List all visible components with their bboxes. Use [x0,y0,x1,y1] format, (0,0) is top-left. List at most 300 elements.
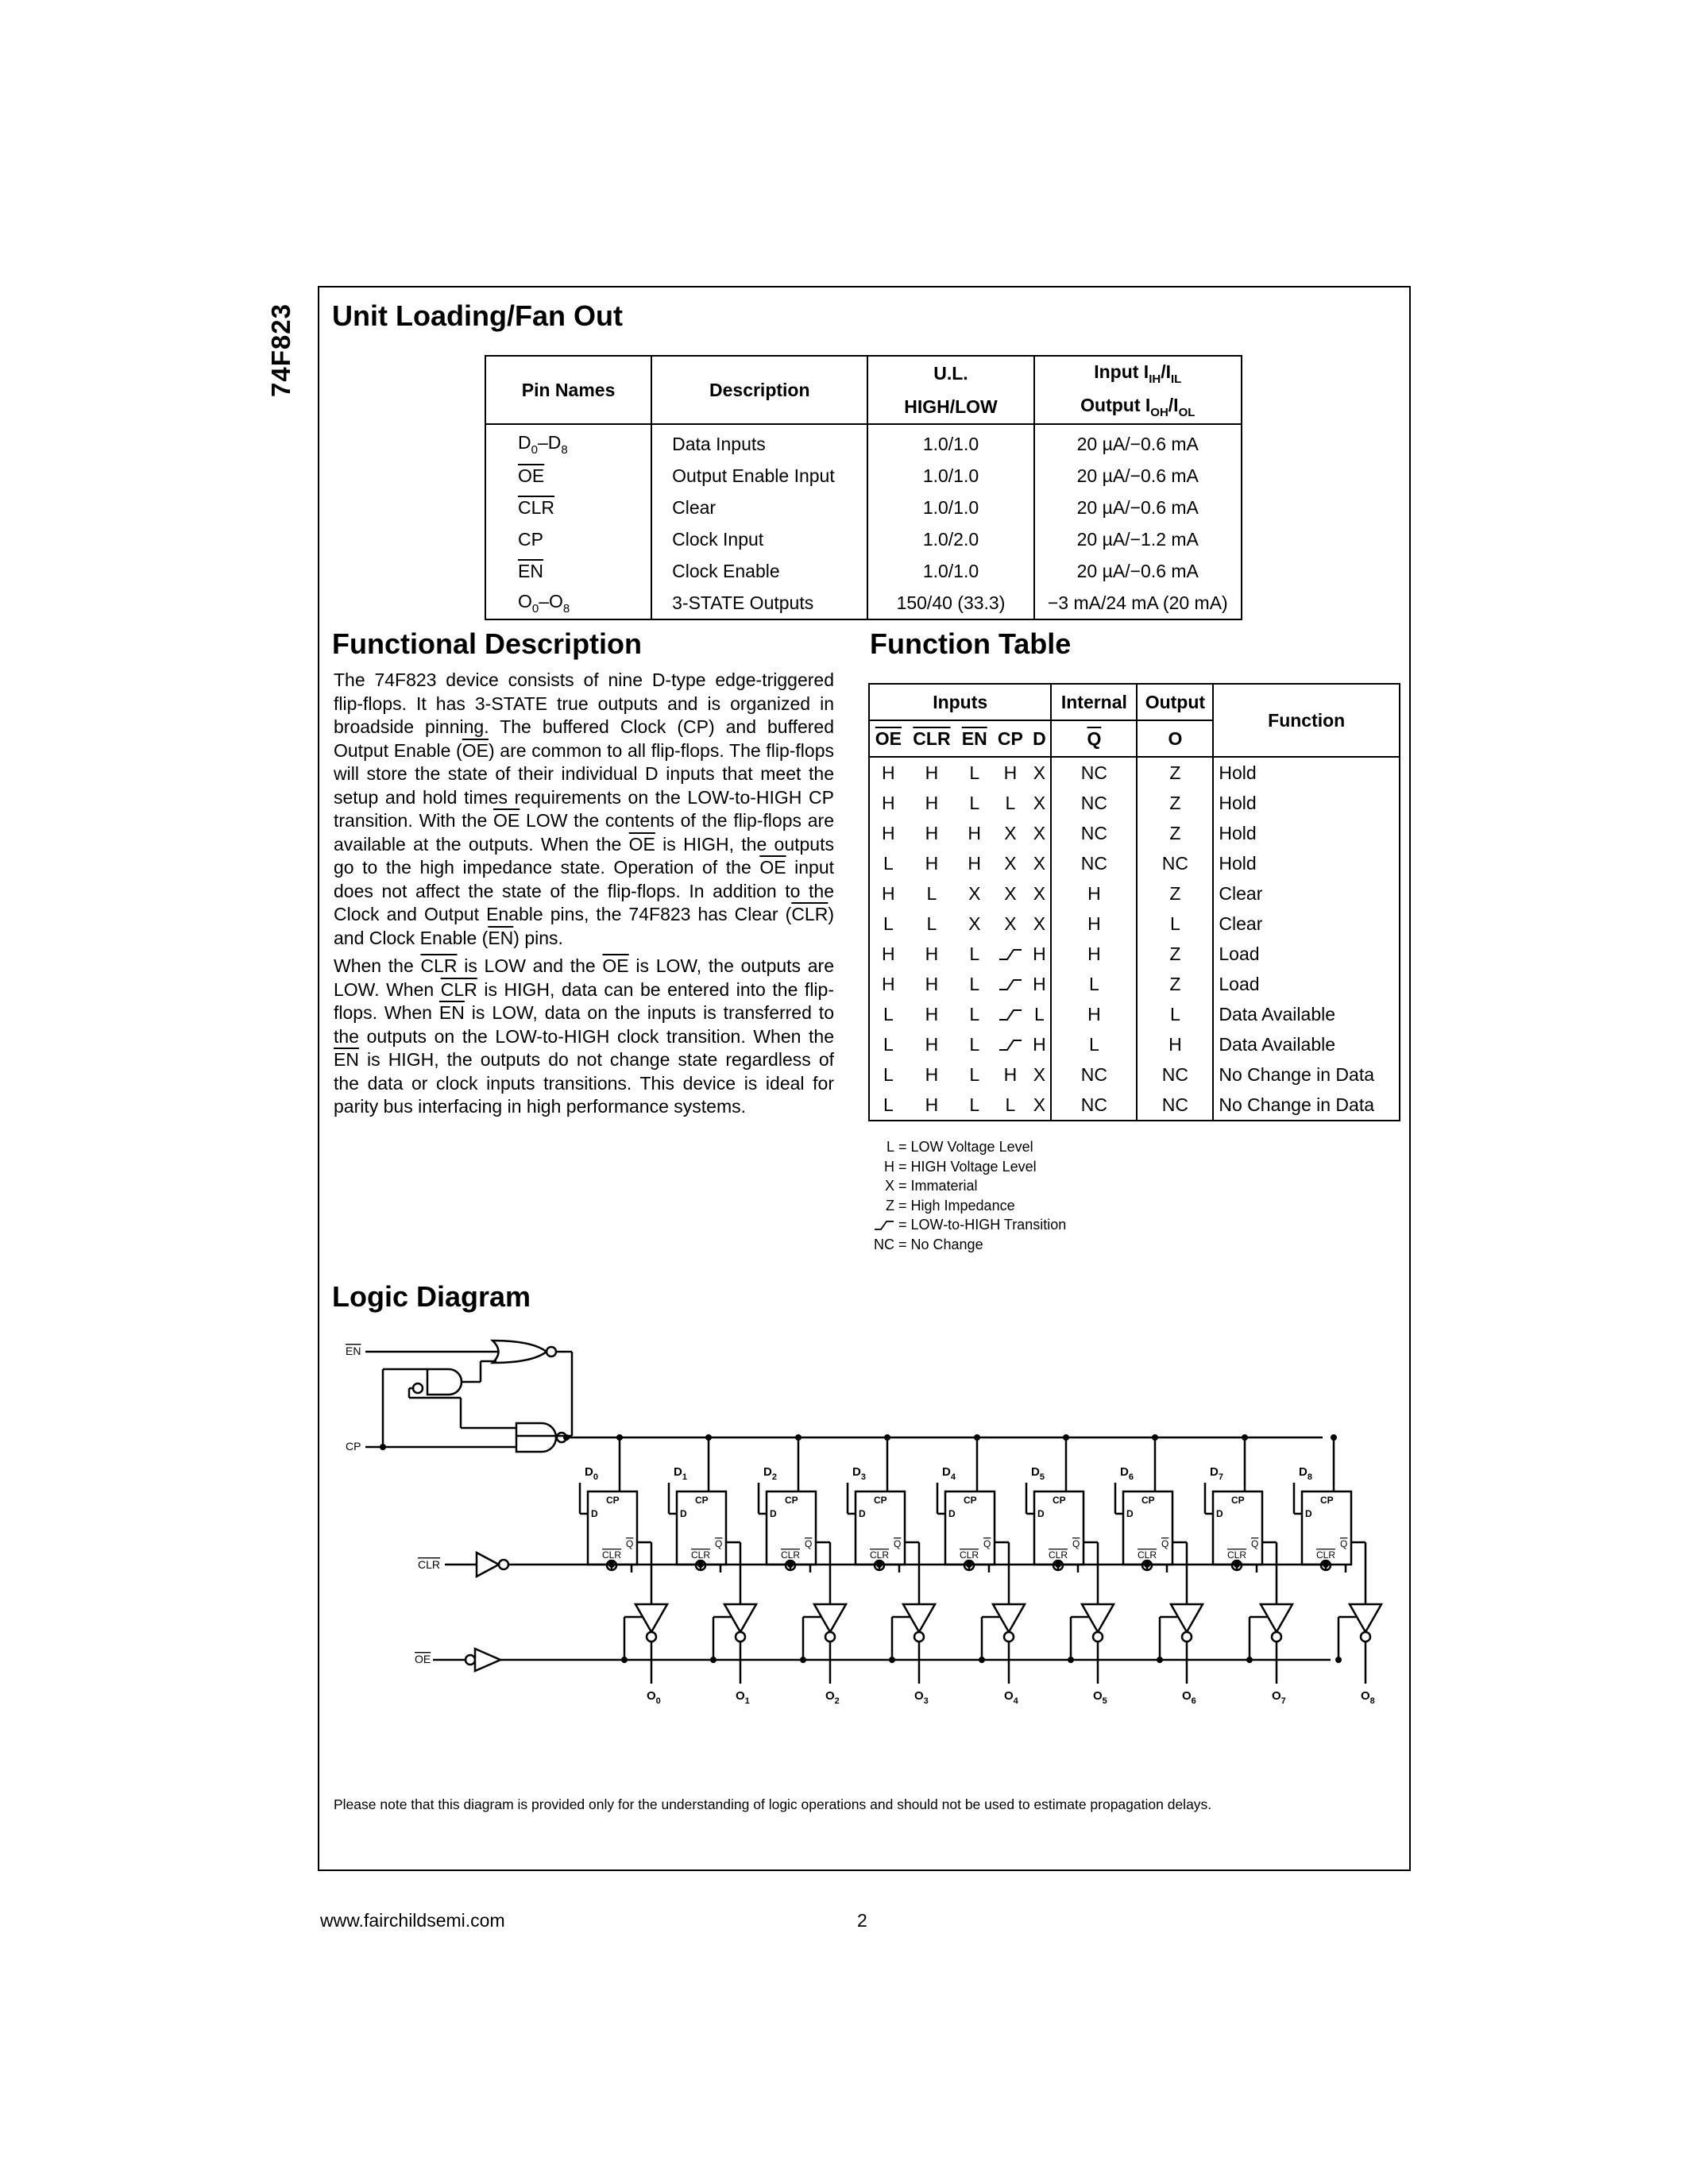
header-pin-names: Pin Names [485,356,651,424]
legend-key: NC [874,1236,894,1252]
inverter [477,1553,499,1576]
rising-edge-icon [999,1039,1022,1051]
state-cell: X [1004,913,1017,934]
pin-name: $O_0-O_8$ [485,587,651,619]
pin-ul: 1.0/1.0 [867,424,1033,460]
signal-name: $\overline{OE}$ [759,857,786,878]
data-input-label: $D_8$ [1299,1465,1312,1482]
subheader-q: $\overline{Q}$ [1051,720,1137,757]
ff-q-label: Q [894,1538,902,1549]
tristate-buffer [635,1604,667,1632]
cp-label: CP [346,1440,361,1453]
table-row [869,788,1400,818]
pin-name: $\overline{EN}$ [485,555,651,587]
rising-edge-icon [999,1009,1022,1021]
ff-clr-label: CLR [781,1549,801,1561]
header-output-current: Output $I_{OH}/I_{OL}$ [1034,390,1242,424]
header-internal: Internal [1051,684,1137,720]
state-cell: L [869,999,907,1029]
pin-description: Data Inputs [651,424,867,460]
pin-ul: 1.0/1.0 [867,460,1033,492]
oe-buffer [475,1649,500,1671]
inversion-bubble [736,1632,745,1642]
state-cell: H [869,757,907,788]
diagram-note: Please note that this diagram is provided only for the understanding of logic operations and should not be used to estimate propagation delays. [334,1796,1212,1812]
state-cell: L [969,1003,980,1024]
pin-description: Output Enable Input [651,460,867,492]
text-run: ) are common to all flip-flops. The flip-flops will store the state of their individual D inputs that meet the setup and hold times requirements on the LOW-to-HIGH CP transition. With the [334,739,834,831]
text-run: When the [334,955,421,976]
tristate-buffer [1261,1604,1292,1632]
state-cell: X [1004,822,1017,843]
table-row [869,757,1400,788]
state-cell: Z [1137,878,1213,909]
ff-d-label: D [591,1508,598,1519]
header-inputs: Inputs [869,684,1051,720]
table-row [485,460,1242,492]
ff-q-label: Q [1251,1538,1259,1549]
inversion-bubble [547,1347,556,1356]
pin-description: Clock Input [651,523,867,555]
side-part-number: 74F823 [266,303,295,397]
signal-name: $\overline{EN}$ [334,1049,359,1070]
state-cell: NC [1051,788,1137,818]
state-cell: NC [1137,1059,1213,1090]
state-cell: H [1051,939,1137,969]
text-run: is LOW, data on the inputs is transferred to the outputs on the LOW-to-HIGH clock transition. When the [334,1002,834,1047]
data-input-label: $D_2$ [763,1465,777,1482]
state-cell: L [869,1029,907,1059]
ff-clr-label: CLR [691,1549,711,1561]
inversion-bubble [1361,1632,1370,1642]
state-cell: Z [1137,969,1213,999]
function-cell: Data Available [1213,999,1400,1029]
state-cell: H [925,762,939,783]
en-label: EN [346,1345,361,1357]
state-cell: X [1028,848,1051,878]
state-cell: H [1051,909,1137,939]
state-cell: NC [1051,848,1137,878]
state-cell: H [1028,969,1051,999]
ff-q-label: Q [983,1538,991,1549]
state-cell: L [969,1094,980,1115]
function-cell: Hold [1213,848,1400,878]
legend-item [871,1196,1066,1216]
state-cell: Z [1137,757,1213,788]
table-row [485,424,1242,460]
state-cell: NC [1051,1090,1137,1121]
ff-cp-label: CP [1231,1495,1245,1506]
output-label: $O_5$ [1093,1689,1107,1706]
state-cell: NC [1137,848,1213,878]
text-run: ) pins. [513,927,563,948]
page-number: 2 [857,1910,867,1931]
pin-description: Clock Enable [651,555,867,587]
state-cell: H [1051,878,1137,909]
state-cell: NC [1051,1059,1137,1090]
subheader-en: $\overline{EN}$ [956,720,992,757]
tristate-buffer [1350,1604,1381,1632]
functional-description-text [334,669,834,1124]
state-cell: Z [1137,939,1213,969]
state-cell: Z [1137,818,1213,848]
state-cell: X [1028,818,1051,848]
state-cell: L [969,943,980,964]
unit-loading-table [485,355,1242,620]
state-cell: L [869,1059,907,1090]
state-cell: L [1005,1094,1016,1115]
ff-cp-label: CP [964,1495,977,1506]
ff-cp-label: CP [1141,1495,1155,1506]
state-cell: H [925,1033,939,1055]
legend-text: = HIGH Voltage Level [894,1158,1037,1175]
header-function: Function [1213,684,1400,757]
state-cell: H [1051,999,1137,1029]
legend-key: L [886,1139,894,1155]
header-high-low: HIGH/LOW [867,390,1033,424]
state-cell: H [925,822,939,843]
subheader-o: O [1137,720,1213,757]
function-cell: No Change in Data [1213,1059,1400,1090]
state-cell: L [1137,999,1213,1029]
pin-name: CP [485,523,651,555]
text-run: is HIGH, the outputs go to the high impedance state. Operation of the [334,833,834,878]
table-row [869,1029,1400,1059]
state-cell: H [869,939,907,969]
signal-name: $\overline{OE}$ [602,955,629,976]
inversion-bubble [914,1632,924,1642]
pin-ul: 1.0/2.0 [867,523,1033,555]
state-cell: H [869,788,907,818]
junction-dot [563,1434,570,1441]
signal-name: $\overline{EN}$ [488,927,514,948]
pin-name: $\overline{CLR}$ [485,492,651,523]
table-row [869,878,1400,909]
signal-name: $\overline{CLR}$ [791,904,829,924]
function-cell: Data Available [1213,1029,1400,1059]
signal-name: $\overline{OE}$ [462,739,489,761]
table-row [869,1090,1400,1121]
table-row [869,848,1400,878]
tristate-buffer [1171,1604,1203,1632]
state-cell: NC [1051,818,1137,848]
table-row [869,1059,1400,1090]
pin-io: 20 µA/−0.6 mA [1034,492,1242,523]
state-cell: H [925,1003,939,1024]
ff-clr-label: CLR [960,1549,979,1561]
legend-item [871,1235,1066,1255]
inversion-bubble [825,1632,835,1642]
state-cell: L [869,848,907,878]
text-run: ) and Clock Enable ( [334,904,834,948]
legend-text: = LOW Voltage Level [894,1139,1033,1155]
data-input-label: $D_0$ [585,1465,598,1482]
text-run: is LOW, the outputs are LOW. When [334,955,834,1000]
state-cell: L [969,762,980,783]
ff-clr-label: CLR [1227,1549,1247,1561]
legend-text: = High Impedance [894,1197,1015,1214]
legend-text: = LOW-to-HIGH Transition [894,1217,1067,1233]
text-run: The 74F823 device consists of nine D-type edge-triggered flip-flops. It has 3-STATE true outputs and is organized in broadside pinning. The buffered Clock (CP) and buffered Output Enable ( [334,669,834,761]
ff-q-label: Q [1161,1538,1169,1549]
subheader-clr: $\overline{CLR}$ [907,720,956,757]
pin-description: Clear [651,492,867,523]
output-label: $O_3$ [914,1689,929,1706]
state-cell: L [969,792,980,813]
output-label: $O_6$ [1182,1689,1196,1706]
state-cell: X [968,913,981,934]
legend-item [871,1137,1066,1157]
state-cell: H [1028,1029,1051,1059]
function-cell: Clear [1213,909,1400,939]
inversion-bubble [647,1632,656,1642]
ff-d-label: D [948,1508,956,1519]
text-run: input does not affect the state of the flip-flops. In addition to the Clock and Output Enable pins, the 74F823 has Clear ( [334,857,834,924]
function-table-legend [871,1137,1066,1254]
state-cell: L [969,1063,980,1085]
subheader-cp: CP [992,720,1028,757]
header-input-current: Input $I_{IH}/I_{IL}$ [1034,356,1242,390]
data-input-label: $D_5$ [1031,1465,1045,1482]
inversion-bubble [1004,1632,1014,1642]
oe-label: OE [415,1653,431,1665]
ff-clr-label: CLR [602,1549,622,1561]
ff-cp-label: CP [606,1495,620,1506]
state-cell: H [869,969,907,999]
nand-gate [516,1423,556,1452]
legend-item [871,1176,1066,1196]
unit-loading-title: Unit Loading/Fan Out [332,299,623,332]
state-cell: X [1028,878,1051,909]
data-input-label: $D_4$ [942,1465,956,1482]
state-cell: L [1137,909,1213,939]
ff-cp-label: CP [874,1495,887,1506]
legend-item [871,1215,1066,1235]
table-row [485,555,1242,587]
legend-text: = No Change [894,1236,983,1252]
table-row [485,587,1242,619]
output-label: $O_7$ [1272,1689,1286,1706]
rising-edge-icon [999,978,1022,991]
ff-clr-label: CLR [1138,1549,1157,1561]
signal-name: $\overline{CLR}$ [420,955,458,976]
ff-d-label: D [1037,1508,1045,1519]
output-label: $O_8$ [1361,1689,1375,1706]
state-cell [992,969,1028,999]
tristate-buffer [993,1604,1025,1632]
table-row [869,939,1400,969]
ff-cp-label: CP [785,1495,798,1506]
state-cell [992,939,1028,969]
table-row [485,523,1242,555]
state-cell [992,999,1028,1029]
ff-d-label: D [770,1508,777,1519]
ff-clr-label: CLR [1316,1549,1336,1561]
text-run: LOW the contents of the flip-flops are available at the outputs. When the [334,810,834,855]
clr-label: CLR [418,1558,441,1571]
pin-ul: 150/40 (33.3) [867,587,1033,619]
signal-name: $\overline{OE}$ [628,833,655,855]
state-cell: L [1028,999,1051,1029]
table-row [869,999,1400,1029]
state-cell: H [968,822,982,843]
state-cell: L [969,1033,980,1055]
pin-io: −3 mA/24 mA (20 mA) [1034,587,1242,619]
state-cell: X [968,882,981,904]
function-cell: Load [1213,969,1400,999]
legend-text: = Immaterial [894,1178,978,1194]
pin-io: 20 µA/−0.6 mA [1034,424,1242,460]
pin-description: 3-STATE Outputs [651,587,867,619]
ff-clr-label: CLR [870,1549,890,1561]
function-cell: No Change in Data [1213,1090,1400,1121]
junction-dot [1335,1657,1342,1663]
legend-key [871,1215,894,1235]
state-cell: H [968,852,982,874]
data-input-label: $D_6$ [1120,1465,1134,1482]
pin-name: $\overline{OE}$ [485,460,651,492]
ff-cp-label: CP [695,1495,709,1506]
signal-name: $\overline{OE}$ [493,810,520,831]
ff-cp-label: CP [1320,1495,1334,1506]
function-cell: Hold [1213,818,1400,848]
header-description: Description [651,356,867,424]
table-row [869,909,1400,939]
ff-d-label: D [859,1508,866,1519]
signal-name: $\overline{CLR}$ [440,978,477,1000]
state-cell: H [925,943,939,964]
data-input-label: $D_1$ [674,1465,687,1482]
ff-q-label: Q [715,1538,723,1549]
state-cell: X [1028,757,1051,788]
output-label: $O_4$ [1004,1689,1018,1706]
pin-io: 20 µA/−0.6 mA [1034,555,1242,587]
output-label: $O_2$ [825,1689,840,1706]
text-run: is LOW and the [457,955,603,976]
state-cell: L [926,913,937,934]
state-cell [992,1029,1028,1059]
state-cell: H [925,852,939,874]
ff-q-label: Q [805,1538,813,1549]
text-run: is HIGH, the outputs do not change state regardless of the data or clock inputs transitions. This device is ideal for parity bus interfacing in high performance systems. [334,1049,834,1117]
state-cell: L [926,882,937,904]
state-cell: X [1028,909,1051,939]
table-row [485,492,1242,523]
state-cell: X [1028,1059,1051,1090]
data-input-label: $D_7$ [1210,1465,1223,1482]
function-cell: Load [1213,939,1400,969]
ff-q-label: Q [626,1538,634,1549]
description-paragraph-1 [334,669,834,950]
tristate-buffer [1082,1604,1114,1632]
state-cell: L [869,909,907,939]
subheader-oe: $\overline{OE}$ [869,720,907,757]
inversion-bubble [465,1655,475,1665]
inversion-bubble [1182,1632,1192,1642]
function-cell: Hold [1213,788,1400,818]
pin-io: 20 µA/−1.2 mA [1034,523,1242,555]
state-cell: X [1028,788,1051,818]
table-row [869,969,1400,999]
ff-d-label: D [680,1508,687,1519]
description-paragraph-2 [334,955,834,1119]
table-row [869,818,1400,848]
state-cell: L [969,973,980,994]
state-cell: X [1028,1090,1051,1121]
pin-ul: 1.0/1.0 [867,555,1033,587]
output-label: $O_1$ [736,1689,750,1706]
tristate-buffer [814,1604,846,1632]
state-cell: H [1003,1063,1018,1085]
ff-q-label: Q [1072,1538,1080,1549]
ff-q-label: Q [1340,1538,1348,1549]
nor-gate [492,1341,547,1363]
state-cell: NC [1137,1090,1213,1121]
subheader-d: D [1028,720,1051,757]
state-cell: H [1028,939,1051,969]
tristate-buffer [724,1604,756,1632]
state-cell: Z [1137,788,1213,818]
logic-diagram-title: Logic Diagram [332,1280,531,1313]
legend-key: H [884,1158,894,1175]
legend-key: Z [886,1197,894,1214]
state-cell: X [1004,852,1017,874]
header-output: Output [1137,684,1213,720]
output-label: $O_0$ [647,1689,661,1706]
ff-d-label: D [1305,1508,1312,1519]
footer-url[interactable]: www.fairchildsemi.com [320,1910,505,1931]
state-cell: H [869,878,907,909]
function-table [868,683,1400,1121]
pin-io: 20 µA/−0.6 mA [1034,460,1242,492]
tristate-buffer [903,1604,935,1632]
signal-name: $\overline{EN}$ [438,1002,465,1023]
data-input-label: $D_3$ [852,1465,866,1482]
state-cell: L [1005,792,1016,813]
inversion-bubble [1272,1632,1281,1642]
state-cell: H [1137,1029,1213,1059]
inversion-bubble [413,1383,423,1393]
state-cell: L [869,1090,907,1121]
text-run: is HIGH, data can be entered into the flip-flops. When [334,978,834,1023]
state-cell: H [869,818,907,848]
state-cell: H [1003,762,1018,783]
pin-ul: 1.0/1.0 [867,492,1033,523]
pin-name: $D_0-D_8$ [485,424,651,460]
legend-item [871,1157,1066,1177]
ff-cp-label: CP [1053,1495,1066,1506]
state-cell: H [925,1063,939,1085]
function-cell: Hold [1213,757,1400,788]
rising-edge-icon [874,1220,894,1231]
ff-d-label: D [1216,1508,1223,1519]
logic-diagram [334,1334,1398,1795]
state-cell: H [925,792,939,813]
state-cell: NC [1051,757,1137,788]
state-cell: L [1051,1029,1137,1059]
function-cell: Clear [1213,878,1400,909]
inversion-bubble [499,1560,508,1569]
ff-clr-label: CLR [1049,1549,1068,1561]
function-table-title: Function Table [870,627,1072,660]
ff-d-label: D [1126,1508,1134,1519]
state-cell: L [1051,969,1137,999]
functional-description-title: Functional Description [332,627,643,660]
header-ul: U.L. [867,356,1033,390]
state-cell: X [1004,882,1017,904]
legend-key: X [884,1178,894,1194]
state-cell: H [925,1094,939,1115]
